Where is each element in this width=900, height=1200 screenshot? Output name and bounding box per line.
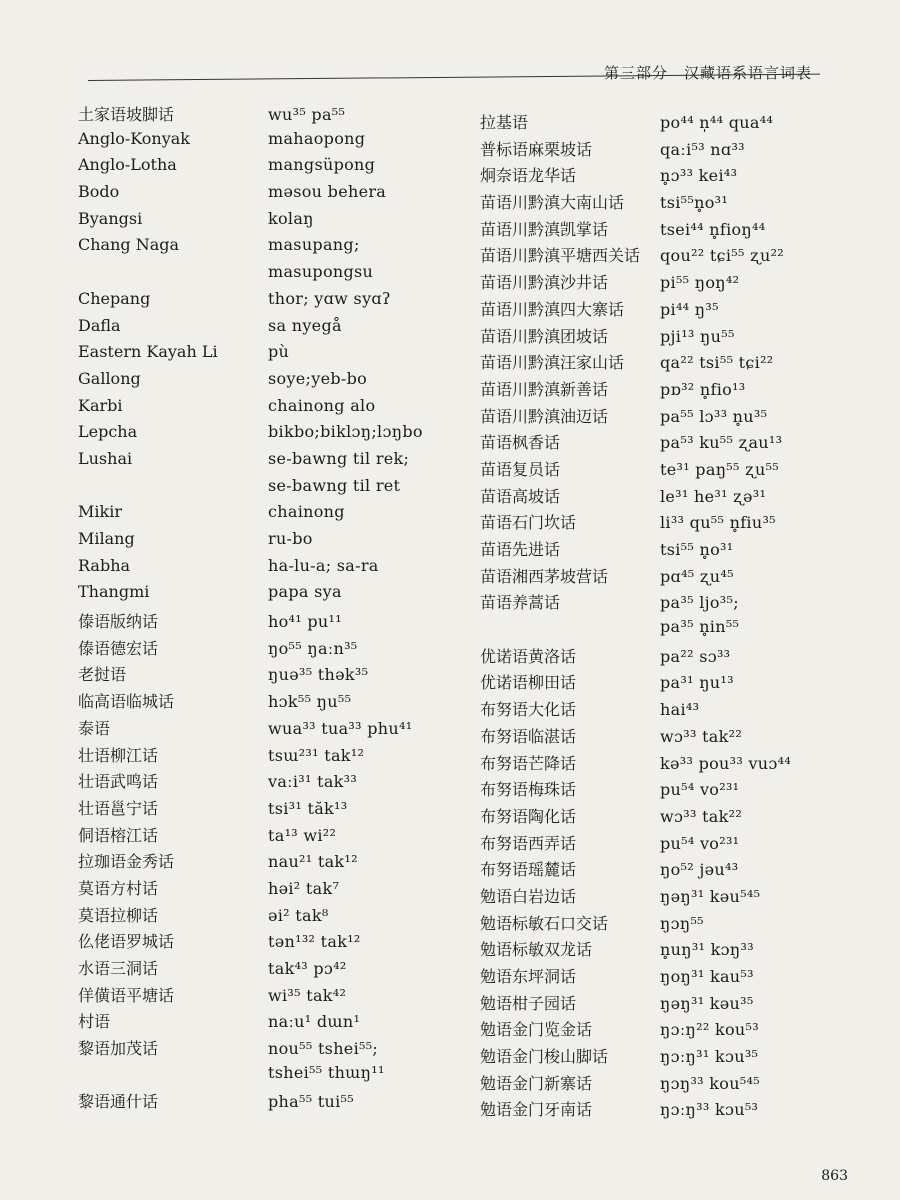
vocab-row: [78, 609, 478, 636]
word-transcription: pji¹³ ŋu⁵⁵: [660, 326, 735, 346]
vocab-row: [480, 884, 880, 911]
word-transcription: ha-lu-a; sa-ra: [268, 555, 379, 575]
word-transcription: wu³⁵ pa⁵⁵: [268, 105, 346, 124]
word-transcription: qa²² tsi⁵⁵ tɕi²²: [660, 353, 774, 373]
word-transcription: papa sya: [268, 582, 342, 602]
vocab-row: [78, 636, 478, 663]
word-transcription: qou²² tɕi⁵⁵ ʐu²²: [660, 246, 785, 266]
language-name: 勉语柑子园话: [480, 993, 577, 1013]
language-name: 勉语标敏双龙话: [480, 940, 593, 960]
language-name: 泰语: [78, 718, 111, 738]
word-transcription: kə³³ pou³³ vuɔ⁴⁴: [660, 753, 792, 773]
word-transcription: ru-bo: [268, 529, 313, 548]
word-transcription: ŋo⁵² jəu⁴³: [660, 860, 739, 880]
word-transcription: tsei⁴⁴ n̥fioŋ⁴⁴: [660, 219, 766, 239]
vocab-row: [78, 1036, 478, 1063]
language-name: 苗语川黔滇凯掌话: [480, 219, 609, 239]
language-name: 布努语陶化话: [480, 806, 577, 826]
word-transcription: vaːi³¹ tak³³: [268, 772, 358, 792]
word-transcription: hai⁴³: [660, 700, 700, 720]
language-name: Rabha: [78, 555, 131, 575]
word-transcription: ta¹³ wi²²: [268, 825, 337, 845]
language-name: 布努语临湛话: [480, 726, 577, 746]
vocab-row: [480, 1017, 880, 1044]
word-transcription: pa³¹ ŋu¹³: [660, 673, 734, 693]
vocab-row: [78, 743, 478, 770]
language-name: Gallong: [78, 368, 141, 388]
word-transcription: n̥ɔ³³ kei⁴³: [660, 166, 738, 186]
language-name: Eastern Kayah Li: [78, 342, 218, 362]
language-name: Byangsi: [78, 208, 143, 228]
word-transcription: tshei⁵⁵ thɯŋ¹¹: [268, 1062, 385, 1082]
language-name: 布努语大化话: [480, 700, 577, 720]
language-name: 苗语川黔滇汪家山话: [480, 353, 625, 373]
vocab-row: [480, 911, 880, 938]
word-transcription: ŋɔŋ⁵⁵: [660, 913, 704, 933]
language-name: Lepcha: [78, 422, 138, 442]
word-transcription: tsi⁵⁵n̥o³¹: [660, 193, 729, 213]
word-transcription: qaːi⁵³ nɑ³³: [660, 139, 745, 159]
language-name: 勉语金门牙南话: [480, 1100, 593, 1120]
word-transcription: po⁴⁴ n̩⁴⁴ qua⁴⁴: [660, 113, 774, 132]
vocab-row: [480, 430, 880, 457]
vocab-row: [78, 102, 478, 129]
word-transcription: pa⁵⁵ lɔ³³ n̥u³⁵: [660, 406, 768, 426]
vocab-row: [480, 297, 880, 324]
word-transcription: pa³⁵ n̥in⁵⁵: [660, 617, 740, 637]
vocab-row: [480, 991, 880, 1018]
language-name: Chepang: [78, 288, 151, 308]
word-transcription: tən¹³² tak¹²: [268, 932, 361, 952]
word-transcription: kolaŋ: [268, 208, 314, 228]
vocab-row: [480, 564, 880, 591]
vocab-row: [78, 903, 478, 930]
word-transcription: tak⁴³ pɔ⁴²: [268, 959, 347, 978]
vocab-row: [480, 964, 880, 991]
word-transcription: masupang;: [268, 235, 360, 255]
language-name: 仫佬语罗城话: [78, 932, 175, 952]
vocab-row: [480, 457, 880, 484]
vocab-row: [78, 929, 478, 956]
word-transcription: tsi³¹ tăk¹³: [268, 798, 348, 818]
word-transcription: mahaopong: [268, 128, 366, 148]
language-name: 苗语养蒿话: [480, 593, 561, 613]
language-name: 布努语西弄话: [480, 833, 577, 853]
running-header: 第三部分 汉藏语系语言词表: [603, 64, 812, 82]
word-transcription: əi² tak⁸: [268, 905, 329, 925]
word-transcription: pha⁵⁵ tui⁵⁵: [268, 1092, 354, 1112]
language-name: 拉基语: [480, 113, 529, 132]
language-name: 壮语邕宁话: [78, 798, 159, 818]
vocab-row: [480, 484, 880, 511]
vocab-row: [480, 857, 880, 884]
vocab-row: [480, 243, 880, 270]
vocab-row: [78, 662, 478, 689]
vocab-row: [480, 1097, 880, 1124]
vocab-row: [480, 590, 880, 617]
language-name: Lushai: [78, 448, 133, 468]
language-name: 苗语川黔滇新善话: [480, 379, 609, 399]
word-transcription: pa²² sɔ³³: [660, 646, 731, 666]
word-transcription: ŋɔŋ³³ kou⁵⁴⁵: [660, 1073, 760, 1093]
vocab-row: [78, 1009, 478, 1036]
vocab-row: [480, 1044, 880, 1071]
language-name: 莫语方村话: [78, 878, 159, 898]
language-name: 苗语川黔滇平塘西关话: [480, 246, 641, 266]
word-transcription: wi³⁵ tak⁴²: [268, 985, 347, 1005]
vocab-row: [480, 217, 880, 244]
word-transcription: wua³³ tua³³ phu⁴¹: [268, 718, 413, 738]
vocab-row: [480, 804, 880, 831]
word-transcription: thor; yɑw syɑʔ: [268, 288, 391, 308]
language-name: 莫语拉柳话: [78, 905, 159, 925]
vocab-row: [78, 556, 478, 583]
vocab-row: [78, 369, 478, 396]
language-name: 苗语复员话: [480, 459, 561, 479]
language-name: 布努语芒降话: [480, 753, 577, 773]
vocab-row: [480, 537, 880, 564]
vocab-row: [480, 510, 880, 537]
word-transcription: ŋɔːŋ³¹ kɔu³⁵: [660, 1047, 759, 1067]
language-name: 优诺语柳田话: [480, 673, 577, 693]
language-name: 炯奈语龙华话: [480, 166, 577, 186]
language-name: 老挝语: [78, 665, 127, 685]
language-name: Mikir: [78, 502, 122, 522]
language-name: Anglo-Konyak: [78, 128, 190, 148]
language-name: 布努语瑶麓话: [480, 860, 577, 880]
word-transcription: wɔ³³ tak²²: [660, 726, 743, 746]
language-name: 苗语川黔滇大南山话: [480, 193, 625, 213]
vocab-row: [480, 670, 880, 697]
vocab-row: [78, 983, 478, 1010]
language-name: 土家语坡脚话: [78, 105, 175, 124]
vocab-row: [78, 502, 478, 529]
language-name: 侗语榕江话: [78, 825, 159, 845]
language-name: 拉珈语金秀话: [78, 852, 175, 872]
vocab-row: [78, 796, 478, 823]
word-transcription: naːu¹ dɯn¹: [268, 1012, 361, 1032]
word-transcription: pi⁴⁴ ŋ³⁵: [660, 299, 719, 319]
language-name: 壮语武鸣话: [78, 772, 159, 792]
language-name: Thangmi: [78, 582, 150, 602]
vocab-row: [480, 724, 880, 751]
vocab-row: [78, 689, 478, 716]
word-transcription: sa nyegå: [268, 315, 342, 335]
word-transcription: pù: [268, 342, 290, 362]
vocab-row: [78, 182, 478, 209]
language-name: 苗语川黔滇沙井话: [480, 273, 609, 293]
vocab-row: [78, 956, 478, 983]
language-name: 黎语通什话: [78, 1092, 159, 1112]
vocab-row: [78, 529, 478, 556]
language-name: 傣语版纳话: [78, 612, 159, 632]
vocab-row: [78, 129, 478, 156]
language-name: Milang: [78, 529, 135, 548]
language-name: 优诺语黄洛话: [480, 646, 577, 666]
language-name: 勉语金门览金话: [480, 1020, 593, 1040]
language-name: 勉语白岩边话: [480, 886, 577, 906]
word-transcription: chainong alo: [268, 395, 376, 415]
language-name: 苗语湘西茅坡营话: [480, 566, 609, 586]
vocab-row: [78, 289, 478, 316]
word-transcription: məsou behera: [268, 182, 387, 202]
page-number: 863: [821, 1168, 848, 1184]
word-transcription: pu⁵⁴ vo²³¹: [660, 780, 740, 800]
language-name: 村语: [78, 1012, 111, 1032]
vocab-row: [480, 110, 880, 137]
language-name: 普标语麻栗坡话: [480, 139, 593, 159]
vocab-row: [480, 937, 880, 964]
vocab-row: [78, 342, 478, 369]
vocab-row: [480, 644, 880, 671]
vocab-row: [78, 476, 478, 503]
vocab-row: [78, 582, 478, 609]
word-transcription: se-bawng til rek;: [268, 448, 410, 468]
language-name: 水语三洞话: [78, 959, 159, 978]
word-transcription: pɑ⁴⁵ ʐu⁴⁵: [660, 566, 734, 586]
language-name: 勉语标敏石口交话: [480, 913, 609, 933]
vocab-row: [78, 1089, 478, 1116]
vocab-row: [78, 1063, 478, 1090]
language-name: 傣语德宏话: [78, 638, 159, 658]
vocab-row: [78, 235, 478, 262]
vocab-row: [480, 377, 880, 404]
word-transcription: ŋɔːŋ²² kou⁵³: [660, 1020, 759, 1040]
word-transcription: pa⁵³ ku⁵⁵ ʐau¹³: [660, 433, 783, 453]
language-name: 苗语川黔滇油迈话: [480, 406, 609, 426]
vocab-row: [78, 876, 478, 903]
language-name: 苗语川黔滇四大寨话: [480, 299, 625, 319]
language-name: Karbi: [78, 395, 123, 415]
language-name: 布努语梅珠话: [480, 780, 577, 800]
vocab-row: [480, 697, 880, 724]
left-column: [78, 102, 478, 1116]
word-transcription: te³¹ paŋ⁵⁵ ʐu⁵⁵: [660, 459, 779, 479]
vocab-row: [78, 422, 478, 449]
word-transcription: ŋoŋ³¹ kau⁵³: [660, 967, 754, 986]
vocab-row: [480, 190, 880, 217]
word-transcription: ŋəŋ³¹ kəu⁵⁴⁵: [660, 886, 761, 906]
word-transcription: ŋəŋ³¹ kəu³⁵: [660, 993, 754, 1013]
vocab-row: [78, 823, 478, 850]
vocab-row: [78, 849, 478, 876]
vocab-row: [78, 396, 478, 423]
word-transcription: mangsüpong: [268, 155, 376, 175]
word-transcription: nou⁵⁵ tshei⁵⁵;: [268, 1039, 379, 1059]
language-name: 苗语枫香话: [480, 433, 561, 453]
word-transcription: həi² tak⁷: [268, 878, 340, 898]
vocab-row: [480, 617, 880, 644]
word-transcription: chainong: [268, 502, 345, 522]
word-transcription: n̥uŋ³¹ kɔŋ³³: [660, 940, 754, 960]
language-name: 勉语金门梭山脚话: [480, 1047, 609, 1067]
language-name: 黎语加茂话: [78, 1039, 159, 1059]
language-name: 壮语柳江话: [78, 745, 159, 765]
vocab-row: [78, 262, 478, 289]
word-transcription: le³¹ he³¹ ʐə³¹: [660, 486, 767, 506]
vocab-row: [480, 1071, 880, 1098]
vocab-row: [78, 209, 478, 236]
word-transcription: ho⁴¹ pu¹¹: [268, 612, 342, 632]
language-name: 勉语东坪洞话: [480, 967, 577, 986]
word-transcription: se-bawng til ret: [268, 475, 401, 495]
vocab-row: [480, 137, 880, 164]
word-transcription: li³³ qu⁵⁵ n̥fiu³⁵: [660, 513, 776, 533]
language-name: Chang Naga: [78, 235, 180, 255]
word-transcription: wɔ³³ tak²²: [660, 806, 743, 826]
vocab-row: [480, 404, 880, 431]
right-column: [480, 110, 880, 1124]
vocab-row: [480, 270, 880, 297]
vocab-row: [480, 350, 880, 377]
language-name: 苗语先进话: [480, 540, 561, 559]
language-name: 佯僙语平塘话: [78, 985, 175, 1005]
word-transcription: tsɯ²³¹ tak¹²: [268, 745, 365, 765]
vocab-row: [78, 716, 478, 743]
language-name: Dafla: [78, 315, 121, 335]
word-transcription: ŋuə³⁵ thək³⁵: [268, 665, 369, 685]
vocab-row: [480, 777, 880, 804]
language-name: 临高语临城话: [78, 692, 175, 712]
word-transcription: ŋɔːŋ³³ kɔu⁵³: [660, 1100, 759, 1120]
language-name: 苗语高坡话: [480, 486, 561, 506]
vocab-row: [480, 163, 880, 190]
word-transcription: bikbo;biklɔŋ;lɔŋbo: [268, 422, 423, 442]
word-transcription: masupongsu: [268, 262, 374, 282]
vocab-row: [480, 324, 880, 351]
word-transcription: nau²¹ tak¹²: [268, 852, 358, 872]
language-name: 苗语川黔滇团坡话: [480, 326, 609, 346]
language-name: Bodo: [78, 182, 120, 202]
vocab-row: [480, 751, 880, 778]
vocab-row: [480, 831, 880, 858]
word-transcription: pa³⁵ ljo³⁵;: [660, 593, 739, 613]
word-transcription: ŋo⁵⁵ ŋaːn³⁵: [268, 638, 358, 658]
vocab-row: [78, 769, 478, 796]
language-name: 苗语石门坎话: [480, 513, 577, 533]
language-name: 勉语金门新寨话: [480, 1073, 593, 1093]
word-transcription: pɒ³² n̥fio¹³: [660, 379, 746, 399]
word-transcription: soye;yeb-bo: [268, 368, 368, 388]
vocab-row: [78, 316, 478, 343]
word-transcription: tsi⁵⁵ n̥o³¹: [660, 540, 734, 559]
word-transcription: pi⁵⁵ ŋoŋ⁴²: [660, 273, 740, 293]
word-transcription: hɔk⁵⁵ ŋu⁵⁵: [268, 692, 352, 712]
vocab-row: [78, 155, 478, 182]
word-transcription: pu⁵⁴ vo²³¹: [660, 833, 740, 853]
vocab-row: [78, 449, 478, 476]
language-name: Anglo-Lotha: [78, 155, 177, 175]
